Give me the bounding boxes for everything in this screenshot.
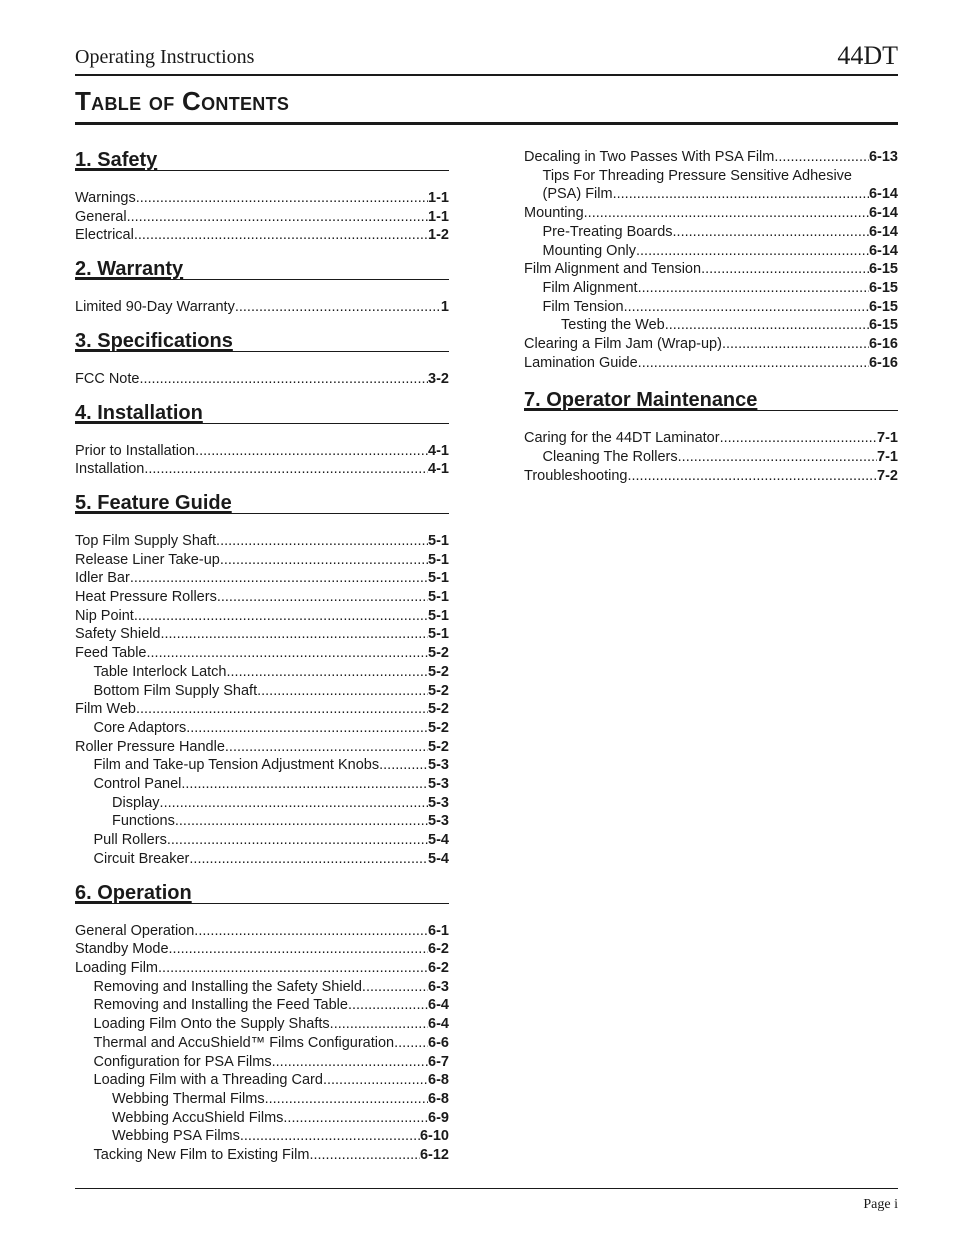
toc-dot-leader — [160, 625, 428, 644]
toc-entry-page: 5-3 — [428, 794, 449, 811]
section-heading-label: 4. Installation — [75, 401, 203, 424]
toc-entry-page: 6-15 — [868, 298, 898, 315]
toc-entry-title: Webbing Thermal Films — [112, 1090, 265, 1107]
toc-entry-page: 5-2 — [428, 719, 449, 736]
toc-dot-leader — [265, 1090, 428, 1109]
toc-entry-page: 5-3 — [428, 776, 449, 793]
toc-dot-leader — [189, 850, 428, 869]
toc-entry-page: 1-2 — [428, 227, 449, 244]
page-header — [75, 42, 898, 76]
toc-entry-page: 5-4 — [428, 832, 449, 849]
toc-entry-page: 6-7 — [428, 1053, 449, 1070]
toc-section — [75, 329, 449, 389]
toc-dot-leader — [636, 242, 869, 261]
toc-entry[interactable] — [524, 354, 898, 373]
toc-entry-title: Configuration for PSA Films — [93, 1053, 272, 1070]
toc-entry-page: 3-2 — [428, 370, 449, 387]
toc-entry[interactable] — [75, 719, 449, 738]
toc-section — [75, 491, 449, 869]
toc-entry-page: 5-1 — [428, 570, 449, 587]
toc-entry-page: 5-1 — [428, 551, 449, 568]
toc-entry-page: 5-4 — [428, 850, 449, 867]
toc-entry-page: 5-3 — [428, 813, 449, 830]
toc-dot-leader — [227, 663, 429, 682]
toc-entry[interactable] — [75, 682, 449, 701]
toc-dot-leader — [240, 1127, 420, 1146]
toc-dot-leader — [613, 185, 869, 204]
toc-entry-title: Removing and Installing the Feed Table — [93, 997, 348, 1014]
toc-dot-leader — [130, 569, 428, 588]
toc-entry[interactable] — [75, 663, 449, 682]
toc-dot-leader — [362, 978, 428, 997]
section-heading[interactable] — [75, 257, 449, 280]
toc-dot-leader — [194, 922, 428, 941]
toc-entry[interactable] — [75, 959, 449, 978]
header-doc-title: Operating Instructions — [75, 46, 255, 68]
toc-entry-title: Heat Pressure Rollers — [75, 589, 217, 606]
toc-entry-page: 6-4 — [428, 997, 449, 1014]
toc-entry-title: Limited 90-Day Warranty — [75, 299, 235, 316]
toc-dot-leader — [774, 148, 869, 167]
toc-dot-leader — [309, 1146, 420, 1165]
toc-entry-page: 4-1 — [428, 442, 449, 459]
section-heading[interactable] — [75, 148, 449, 171]
toc-entry[interactable] — [75, 1015, 449, 1034]
toc-entry[interactable] — [524, 467, 898, 486]
toc-title-bar — [75, 84, 898, 125]
toc-entry-title: Mounting — [524, 205, 584, 222]
toc-entry-page: 6-8 — [428, 1072, 449, 1089]
toc-entry-title: Control Panel — [93, 776, 182, 793]
toc-entry-title: Installation — [75, 461, 145, 478]
toc-dot-leader — [167, 831, 428, 850]
toc-entry-page: 6-12 — [419, 1147, 449, 1164]
toc-dot-leader — [283, 1109, 428, 1128]
toc-entry-title: (PSA) Film — [542, 186, 613, 203]
toc-entry-title: Film Alignment and Tension — [524, 261, 702, 278]
toc-entry-title: Top Film Supply Shaft — [75, 532, 217, 549]
toc-entry-title: Loading Film Onto the Supply Shafts — [93, 1016, 330, 1033]
toc-entry-page: 6-15 — [868, 261, 898, 278]
toc-dot-leader — [217, 588, 428, 607]
toc-entry-title: Bottom Film Supply Shaft — [93, 682, 258, 699]
toc-dot-leader — [330, 1015, 428, 1034]
section-heading-label: 6. Operation — [75, 881, 192, 904]
toc-entry-page: 5-2 — [428, 663, 449, 680]
toc-entry[interactable] — [75, 208, 449, 227]
toc-entry[interactable] — [75, 1090, 449, 1109]
toc-entry[interactable] — [75, 978, 449, 997]
toc-entry-page: 5-1 — [428, 532, 449, 549]
toc-entry[interactable] — [75, 607, 449, 626]
toc-entry[interactable] — [75, 1109, 449, 1128]
toc-entry[interactable] — [75, 700, 449, 719]
toc-entry-title: Release Liner Take-up — [75, 551, 220, 568]
toc-entry[interactable] — [524, 335, 898, 354]
toc-entry-title: Caring for the 44DT Laminator — [524, 430, 720, 447]
toc-entry-title: Thermal and AccuShield™ Films Configuration — [93, 1034, 395, 1051]
toc-entry[interactable] — [75, 370, 449, 389]
toc-entry-page: 5-1 — [428, 626, 449, 643]
toc-entry-title: Tips For Threading Pressure Sensitive Adhesive — [542, 167, 852, 184]
toc-entry-title: Table Interlock Latch — [93, 663, 227, 680]
toc-entry-title: Film Alignment — [542, 279, 638, 296]
toc-dot-leader — [665, 316, 869, 335]
toc-dot-leader — [584, 204, 869, 223]
toc-entry-page: 6-15 — [868, 317, 898, 334]
toc-entry-page: 5-3 — [428, 757, 449, 774]
toc-entry-page: 6-16 — [868, 354, 898, 371]
page-title: Table of Contents — [75, 86, 290, 116]
toc-entry[interactable] — [524, 448, 898, 467]
toc-dot-leader — [627, 467, 877, 486]
toc-entry[interactable] — [75, 298, 449, 317]
toc-entry-page: 5-2 — [428, 682, 449, 699]
toc-entry[interactable] — [524, 185, 898, 204]
section-heading-label: 3. Specifications — [75, 329, 233, 352]
toc-entry[interactable] — [75, 996, 449, 1015]
toc-section-continued — [524, 148, 898, 372]
toc-entry-page: 6-6 — [428, 1034, 449, 1051]
toc-entry-page: 1-1 — [428, 208, 449, 225]
toc-entry[interactable] — [75, 1053, 449, 1072]
section-heading-label: 1. Safety — [75, 149, 158, 171]
toc-entry[interactable] — [75, 1146, 449, 1165]
toc-entry-page: 6-14 — [868, 186, 898, 203]
toc-entry[interactable] — [75, 226, 449, 245]
toc-dot-leader — [134, 226, 428, 245]
toc-entry-title: Nip Point — [75, 607, 134, 624]
toc-dot-leader — [272, 1053, 428, 1072]
toc-section — [75, 257, 449, 317]
toc-entry-page: 5-1 — [428, 589, 449, 606]
toc-dot-leader — [701, 260, 869, 279]
toc-entry-page: 7-1 — [877, 449, 898, 466]
toc-left-column — [75, 148, 449, 1177]
toc-entry[interactable] — [524, 148, 898, 167]
toc-entry[interactable] — [524, 279, 898, 298]
toc-entry[interactable] — [75, 738, 449, 757]
toc-entry-page: 6-10 — [419, 1128, 449, 1145]
section-heading[interactable] — [75, 491, 449, 514]
toc-entry-title: Loading Film — [75, 959, 159, 976]
toc-entry-title: Decaling in Two Passes With PSA Film — [524, 149, 775, 165]
toc-dot-leader — [624, 298, 869, 317]
toc-dot-leader — [379, 756, 428, 775]
toc-entry-title: Functions — [112, 813, 175, 830]
toc-dot-leader — [134, 607, 428, 626]
toc-entry[interactable] — [75, 532, 449, 551]
toc-dot-leader — [394, 1034, 428, 1053]
toc-dot-leader — [136, 189, 428, 208]
toc-dot-leader — [673, 223, 869, 242]
toc-entry-page: 4-1 — [428, 461, 449, 478]
toc-entry[interactable] — [75, 625, 449, 644]
section-heading[interactable] — [75, 881, 449, 904]
toc-dot-leader — [638, 279, 869, 298]
toc-entry-page: 6-3 — [428, 978, 449, 995]
toc-entry-title: Standby Mode — [75, 941, 169, 958]
toc-entry[interactable] — [75, 812, 449, 831]
section-heading[interactable] — [75, 329, 449, 352]
toc-entry-title: Prior to Installation — [75, 442, 196, 459]
toc-entry-title: Cleaning The Rollers — [542, 449, 678, 466]
toc-dot-leader — [678, 448, 877, 467]
toc-entry-title: Webbing PSA Films — [112, 1128, 240, 1145]
toc-entry[interactable] — [75, 189, 449, 208]
toc-dot-leader — [186, 719, 428, 738]
toc-entry-page: 6-9 — [428, 1109, 449, 1126]
toc-entry[interactable] — [75, 775, 449, 794]
toc-entry-page: 5-2 — [428, 701, 449, 718]
toc-entry-title: Testing the Web — [561, 317, 665, 334]
toc-entry-title: Film Tension — [542, 298, 624, 315]
toc-entry-page: 6-15 — [868, 279, 898, 296]
toc-dot-leader — [225, 738, 428, 757]
toc-section — [75, 881, 449, 1165]
toc-entry-page: 6-16 — [868, 336, 898, 353]
toc-entry-title: Pre-Treating Boards — [542, 223, 673, 240]
toc-entry-title: Electrical — [75, 227, 134, 244]
toc-dot-leader — [323, 1071, 428, 1090]
toc-entry-page: 6-2 — [428, 941, 449, 958]
toc-entry-title: Feed Table — [75, 645, 147, 662]
toc-entry[interactable] — [75, 940, 449, 959]
toc-entry-page: 7-2 — [877, 467, 898, 484]
toc-entry[interactable] — [75, 794, 449, 813]
page-number: Page i — [863, 1197, 898, 1212]
toc-entry-page: 5-1 — [428, 607, 449, 624]
section-heading[interactable] — [524, 388, 898, 411]
toc-entry[interactable] — [75, 756, 449, 775]
toc-entry-title: Lamination Guide — [524, 354, 638, 371]
toc-entry[interactable] — [524, 223, 898, 242]
toc-dot-leader — [216, 532, 428, 551]
toc-entry-page: 1 — [440, 299, 449, 316]
toc-dot-leader — [146, 644, 428, 663]
toc-entry-page: 7-1 — [877, 430, 898, 447]
toc-dot-leader — [139, 370, 428, 389]
toc-entry-page: 5-2 — [428, 645, 449, 662]
toc-entry-title: Troubleshooting — [524, 467, 628, 484]
toc-dot-leader — [181, 775, 428, 794]
page-footer — [75, 1188, 898, 1212]
toc-right-column — [524, 148, 898, 498]
toc-entry-title: FCC Note — [75, 370, 140, 387]
toc-entry[interactable] — [524, 260, 898, 279]
toc-entry[interactable] — [75, 922, 449, 941]
toc-entry-title: Roller Pressure Handle — [75, 738, 225, 755]
toc-entry-page: 6-14 — [868, 242, 898, 259]
toc-entry-title: General Operation — [75, 922, 195, 939]
toc-entry[interactable] — [524, 429, 898, 448]
toc-dot-leader — [158, 959, 428, 978]
toc-entry[interactable] — [75, 569, 449, 588]
toc-dot-leader — [638, 354, 869, 373]
toc-entry-page: 6-13 — [868, 149, 898, 165]
toc-entry-title: Circuit Breaker — [93, 850, 190, 867]
toc-dot-leader — [195, 442, 428, 461]
toc-entry-page: 5-2 — [428, 738, 449, 755]
toc-entry-page: 6-14 — [868, 205, 898, 222]
toc-dot-leader — [160, 794, 428, 813]
toc-entry[interactable] — [75, 588, 449, 607]
toc-entry-page: 6-8 — [428, 1090, 449, 1107]
toc-entry-title: Idler Bar — [75, 570, 130, 587]
toc-entry-title: Pull Rollers — [93, 832, 167, 849]
toc-entry[interactable] — [524, 242, 898, 261]
toc-entry[interactable] — [75, 1034, 449, 1053]
toc-dot-leader — [220, 551, 428, 570]
toc-dot-leader — [235, 298, 441, 317]
toc-entry-page: 6-2 — [428, 959, 449, 976]
toc-entry-title: Safety Shield — [75, 626, 161, 643]
toc-entry[interactable] — [75, 1127, 449, 1146]
toc-entry-title: Loading Film with a Threading Card — [93, 1072, 323, 1089]
section-heading[interactable] — [75, 401, 449, 424]
toc-entry-title: General — [75, 208, 127, 225]
toc-entry-title: Tacking New Film to Existing Film — [93, 1147, 310, 1164]
toc-dot-leader — [722, 335, 869, 354]
toc-dot-leader — [127, 208, 428, 227]
toc-entry[interactable] — [75, 442, 449, 461]
toc-entry[interactable] — [524, 316, 898, 335]
toc-section — [75, 148, 449, 245]
toc-entry[interactable] — [524, 204, 898, 223]
section-heading-label: 7. Operator Maintenance — [524, 389, 758, 412]
toc-entry-title: Core Adaptors — [93, 719, 187, 736]
toc-section — [524, 388, 898, 485]
toc-entry-page: 6-4 — [428, 1016, 449, 1033]
toc-entry-title: Film and Take-up Tension Adjustment Knobs — [93, 757, 380, 774]
toc-entry[interactable] — [75, 1071, 449, 1090]
toc-entry[interactable] — [75, 460, 449, 479]
toc-entry-title: Webbing AccuShield Films — [112, 1109, 284, 1126]
toc-entry-title: Warnings — [75, 190, 136, 206]
toc-entry[interactable] — [75, 644, 449, 663]
toc-entry[interactable] — [75, 551, 449, 570]
toc-entry-title: Mounting Only — [542, 242, 636, 259]
toc-dot-leader — [720, 429, 877, 448]
toc-entry-page: 6-14 — [868, 223, 898, 240]
toc-entry-title: Film Web — [75, 701, 136, 718]
toc-dot-leader — [169, 940, 429, 959]
toc-dot-leader — [257, 682, 428, 701]
toc-entry[interactable] — [75, 831, 449, 850]
toc-dot-leader — [144, 460, 428, 479]
toc-entry[interactable] — [524, 298, 898, 317]
toc-entry-title: Display — [112, 794, 160, 811]
section-heading-label: 5. Feature Guide — [75, 491, 232, 514]
toc-dot-leader — [136, 700, 428, 719]
toc-dot-leader — [348, 996, 428, 1015]
toc-entry[interactable] — [524, 167, 898, 186]
toc-entry-title: Clearing a Film Jam (Wrap-up) — [524, 336, 722, 353]
section-heading-label: 2. Warranty — [75, 258, 184, 281]
toc-entry[interactable] — [75, 850, 449, 869]
toc-entry-title: Removing and Installing the Safety Shield — [93, 978, 362, 995]
toc-dot-leader — [175, 812, 428, 831]
toc-entry-page: 6-1 — [428, 922, 449, 939]
toc-section — [75, 401, 449, 479]
header-model: 44DT — [837, 41, 898, 70]
toc-entry-page: 1-1 — [428, 190, 449, 206]
